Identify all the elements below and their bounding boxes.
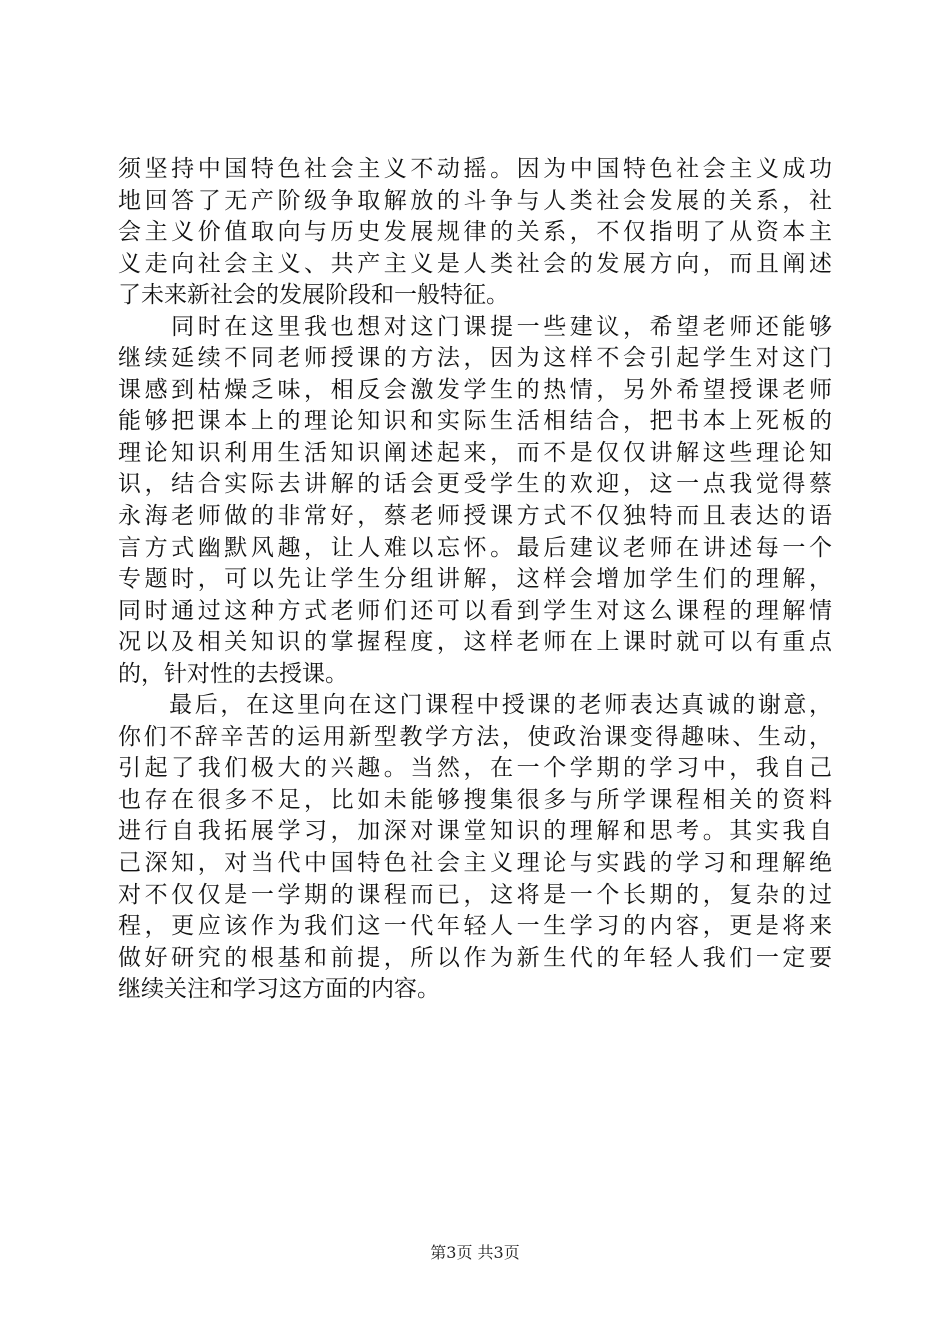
text-line: 你们不辞辛苦的运用新型教学方法，使政治课变得趣味、生动， <box>118 723 832 750</box>
text-line: 义走向社会主义、共产主义是人类社会的发展方向，而且阐述 <box>118 250 832 277</box>
text-line: 的，针对性的去授课。 <box>118 660 348 687</box>
text-line: 会主义价值取向与历史发展规律的关系，不仅指明了从资本主 <box>118 219 832 246</box>
text-line: 己深知，对当代中国特色社会主义理论与实践的学习和理解绝 <box>118 850 832 877</box>
paragraph <box>118 690 832 1005</box>
text-line: 了未来新社会的发展阶段和一般特征。 <box>118 282 509 309</box>
text-line: 最后，在这里向在这门课程中授课的老师表达真诚的谢意， <box>118 692 832 719</box>
paragraph <box>118 154 832 312</box>
text-line: 引起了我们极大的兴趣。当然，在一个学期的学习中，我自己 <box>118 755 832 782</box>
text-line: 同时通过这种方式老师们还可以看到学生对这么课程的理解情 <box>118 597 832 624</box>
text-line: 程，更应该作为我们这一代年轻人一生学习的内容，更是将来 <box>118 913 832 940</box>
text-line: 况以及相关知识的掌握程度，这样老师在上课时就可以有重点 <box>118 629 832 656</box>
text-line: 继续延续不同老师授课的方法，因为这样不会引起学生对这门 <box>118 345 832 372</box>
text-line: 地回答了无产阶级争取解放的斗争与人类社会发展的关系，社 <box>118 187 832 214</box>
text-line: 理论知识利用生活知识阐述起来，而不是仅仅讲解这些理论知 <box>118 439 832 466</box>
text-line: 继续关注和学习这方面的内容。 <box>118 976 440 1003</box>
text-line: 能够把课本上的理论知识和实际生活相结合，把书本上死板的 <box>118 408 832 435</box>
text-line: 永海老师做的非常好，蔡老师授课方式不仅独特而且表达的语 <box>118 503 832 530</box>
text-line: 识，结合实际去讲解的话会更受学生的欢迎，这一点我觉得蔡 <box>118 471 832 498</box>
text-line: 言方式幽默风趣，让人难以忘怀。最后建议老师在讲述每一个 <box>118 534 832 561</box>
text-line: 专题时，可以先让学生分组讲解，这样会增加学生们的理解， <box>118 566 832 593</box>
text-line: 做好研究的根基和前提，所以作为新生代的年轻人我们一定要 <box>118 944 832 971</box>
page-footer: 第3页 共3页 <box>430 1243 520 1262</box>
text-line: 同时在这里我也想对这门课提一些建议，希望老师还能够 <box>118 313 832 340</box>
document-body <box>118 154 832 1006</box>
text-line: 对不仅仅是一学期的课程而已，这将是一个长期的，复杂的过 <box>118 881 832 908</box>
text-line: 也存在很多不足，比如未能够搜集很多与所学课程相关的资料 <box>118 786 832 813</box>
text-line: 进行自我拓展学习，加深对课堂知识的理解和思考。其实我自 <box>118 818 832 845</box>
paragraph <box>118 312 832 691</box>
text-line: 课感到枯燥乏味，相反会激发学生的热情，另外希望授课老师 <box>118 376 832 403</box>
text-line: 须坚持中国特色社会主义不动摇。因为中国特色社会主义成功 <box>118 156 832 182</box>
